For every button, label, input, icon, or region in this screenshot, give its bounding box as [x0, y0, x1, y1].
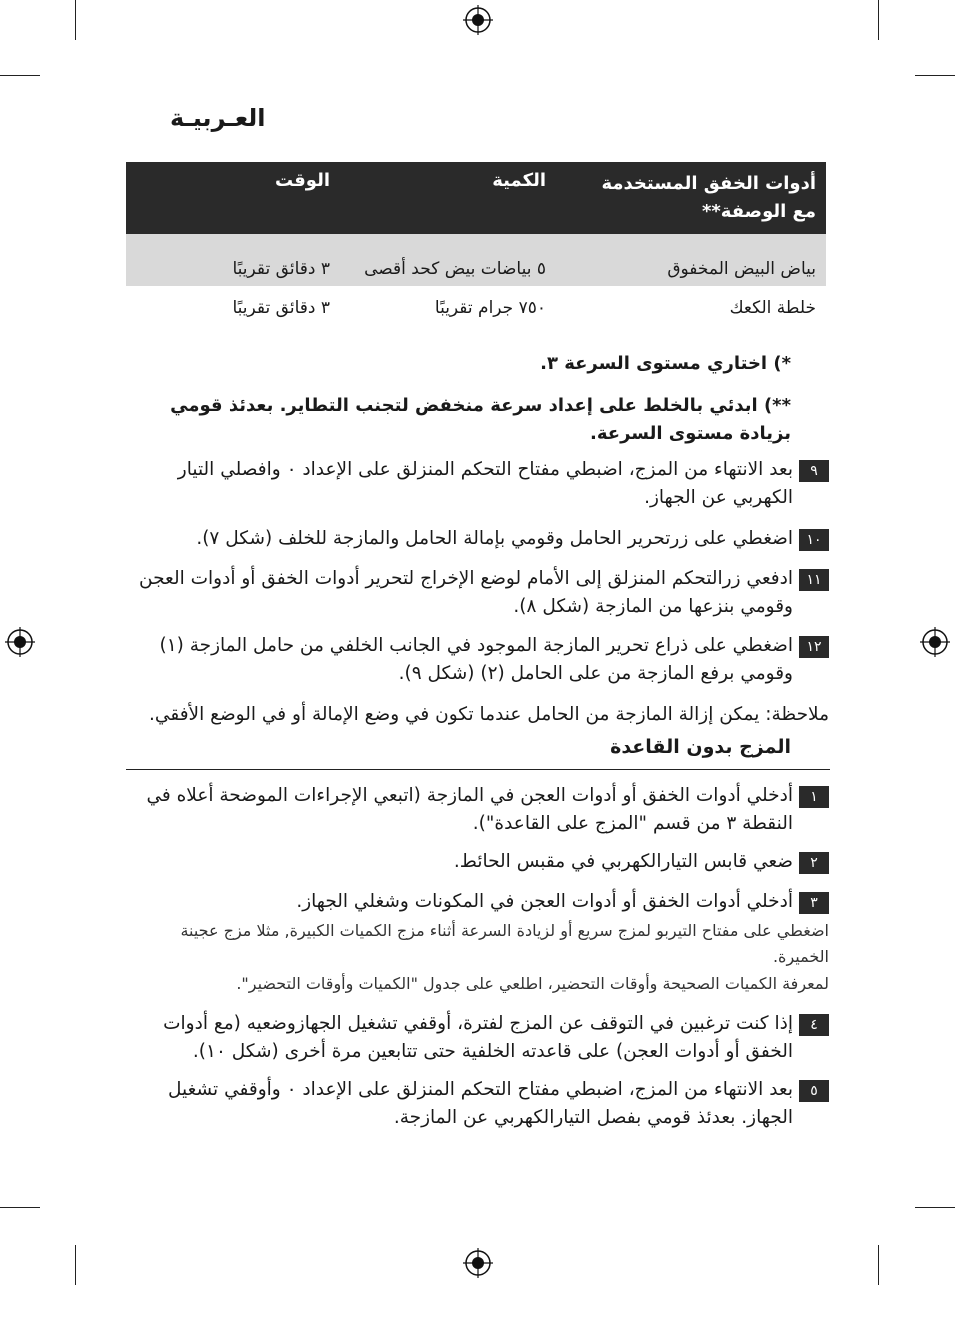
step-number: ١٢ [799, 636, 829, 658]
crop-mark [0, 75, 40, 76]
quantities-table [126, 162, 826, 336]
table-header [126, 162, 826, 234]
step-item [129, 632, 829, 688]
table-row [126, 234, 826, 286]
crop-mark [878, 0, 879, 40]
table-row [126, 286, 826, 336]
registration-mark-icon [463, 1248, 493, 1278]
step-text: أدخلي أدوات الخفق أو أدوات العجن في المكونات وشغلي الجهاز. [296, 891, 793, 912]
cell-quantity: ٥ بياضات بيض كحد أقصى [364, 259, 546, 279]
step-item [129, 1010, 829, 1066]
step-text: أدخلي أدوات الخفق أو أدوات العجن في المازجة (اتبعي الإجراءات الموضحة أعلاه في النقطة ٣ من قسم "المزج على القاعدة"). [146, 785, 793, 834]
step-text: ادفعي زرالتحكم المنزلق إلى الأمام لوضع الإخراج لتحرير أدوات الخفق أو أدوات العجن وقومي بنزعها من المازجة (شكل ٨). [139, 568, 793, 617]
registration-mark-icon [920, 627, 950, 657]
header-quantity: الكمية [492, 170, 546, 191]
step-number: ١١ [799, 569, 829, 591]
header-tools: أدوات الخفق المستخدمة مع الوصفة** [601, 173, 816, 222]
section-divider [126, 769, 830, 770]
step-item [129, 1076, 829, 1132]
step3-tip-quantities: لمعرفة الكميات الصحيحة وأوقات التحضير، اطلعي على جدول "الكميات وأوقات التحضير". [236, 974, 829, 993]
cell-time: ٣ دقائق تقريبًا [232, 298, 330, 318]
step-number: ٤ [799, 1014, 829, 1036]
step-number: ٥ [799, 1080, 829, 1102]
page-language-title: العـربيـة [170, 104, 266, 132]
step-text: إذا كنت ترغبين في التوقف عن المزج لفترة، أوقفي تشغيل الجهازوضعيه (مع أدوات الخفق أو أدوات العجن) على قاعدته الخلفية حتى تتابعين مرة أخرى (شكل ١٠). [163, 1013, 793, 1062]
step-number: ٣ [799, 892, 829, 914]
section-title: المزج بدون القاعدة [610, 736, 791, 758]
note-start-low: **) ابدئي بالخلط على إعداد سرعة منخفض لتجنب التطاير. بعدئذ قومي بزيادة مستوى السرعة. [170, 395, 791, 444]
step-text: اضغطي على زرتحرير الحامل وقومي بإمالة الحامل والمازجة للخلف (شكل ٧). [196, 528, 793, 549]
crop-mark [915, 75, 955, 76]
step-item [129, 782, 829, 838]
step-item [129, 888, 829, 916]
step-number: ٢ [799, 852, 829, 874]
step-item [129, 848, 829, 876]
step-text: بعد الانتهاء من المزج، اضبطي مفتاح التحكم المنزلق على الإعداد ٠ وأوقفي تشغيل الجهاز. بعدئذ قومي بفصل التيارالكهربي عن المازجة. [168, 1079, 793, 1128]
crop-mark [915, 1207, 955, 1208]
step-number: ٩ [799, 460, 829, 482]
crop-mark [0, 1207, 40, 1208]
cell-tools: خلطة الكعك [729, 298, 816, 318]
registration-mark-icon [5, 627, 35, 657]
registration-mark-icon [463, 5, 493, 35]
step3-tip-turbo: اضغطي على مفتاح التيربو لمزج سريع أو لزيادة السرعة أثناء مزج الكميات الكبيرة, مثلا مزج عجينة الخميرة. [180, 921, 829, 966]
step-number: ١ [799, 786, 829, 808]
step-number: ١٠ [799, 529, 829, 551]
cell-quantity: ٧٥٠ جرام تقريبًا [434, 298, 546, 318]
crop-mark [878, 1245, 879, 1285]
header-time: الوقت [274, 170, 330, 191]
note-speed: *) اختاري مستوى السرعة ٣. [540, 353, 791, 374]
step-item [129, 456, 829, 512]
crop-mark [75, 0, 76, 40]
crop-mark [75, 1245, 76, 1285]
cell-tools: بياض البيض المخفوق [667, 259, 816, 279]
step-item [129, 565, 829, 621]
remark-text: ملاحظة: يمكن إزالة المازجة من الحامل عندما تكون في وضع الإمالة أو في الوضع الأفقي. [149, 704, 829, 725]
step-text: ضعي قابس التيارالكهربي في مقبس الحائط. [453, 851, 793, 872]
step-text: اضغطي على ذراع تحرير المازجة الموجود في الجانب الخلفي من حامل المازجة (١) وقومي برفع المازجة من على الحامل (٢) (شكل ٩). [159, 635, 793, 684]
step-text: بعد الانتهاء من المزج، اضبطي مفتاح التحكم المنزلق على الإعداد ٠ وافصلي التيار الكهربي عن الجهاز. [177, 459, 793, 508]
cell-time: ٣ دقائق تقريبًا [232, 259, 330, 279]
step-item [129, 525, 829, 553]
